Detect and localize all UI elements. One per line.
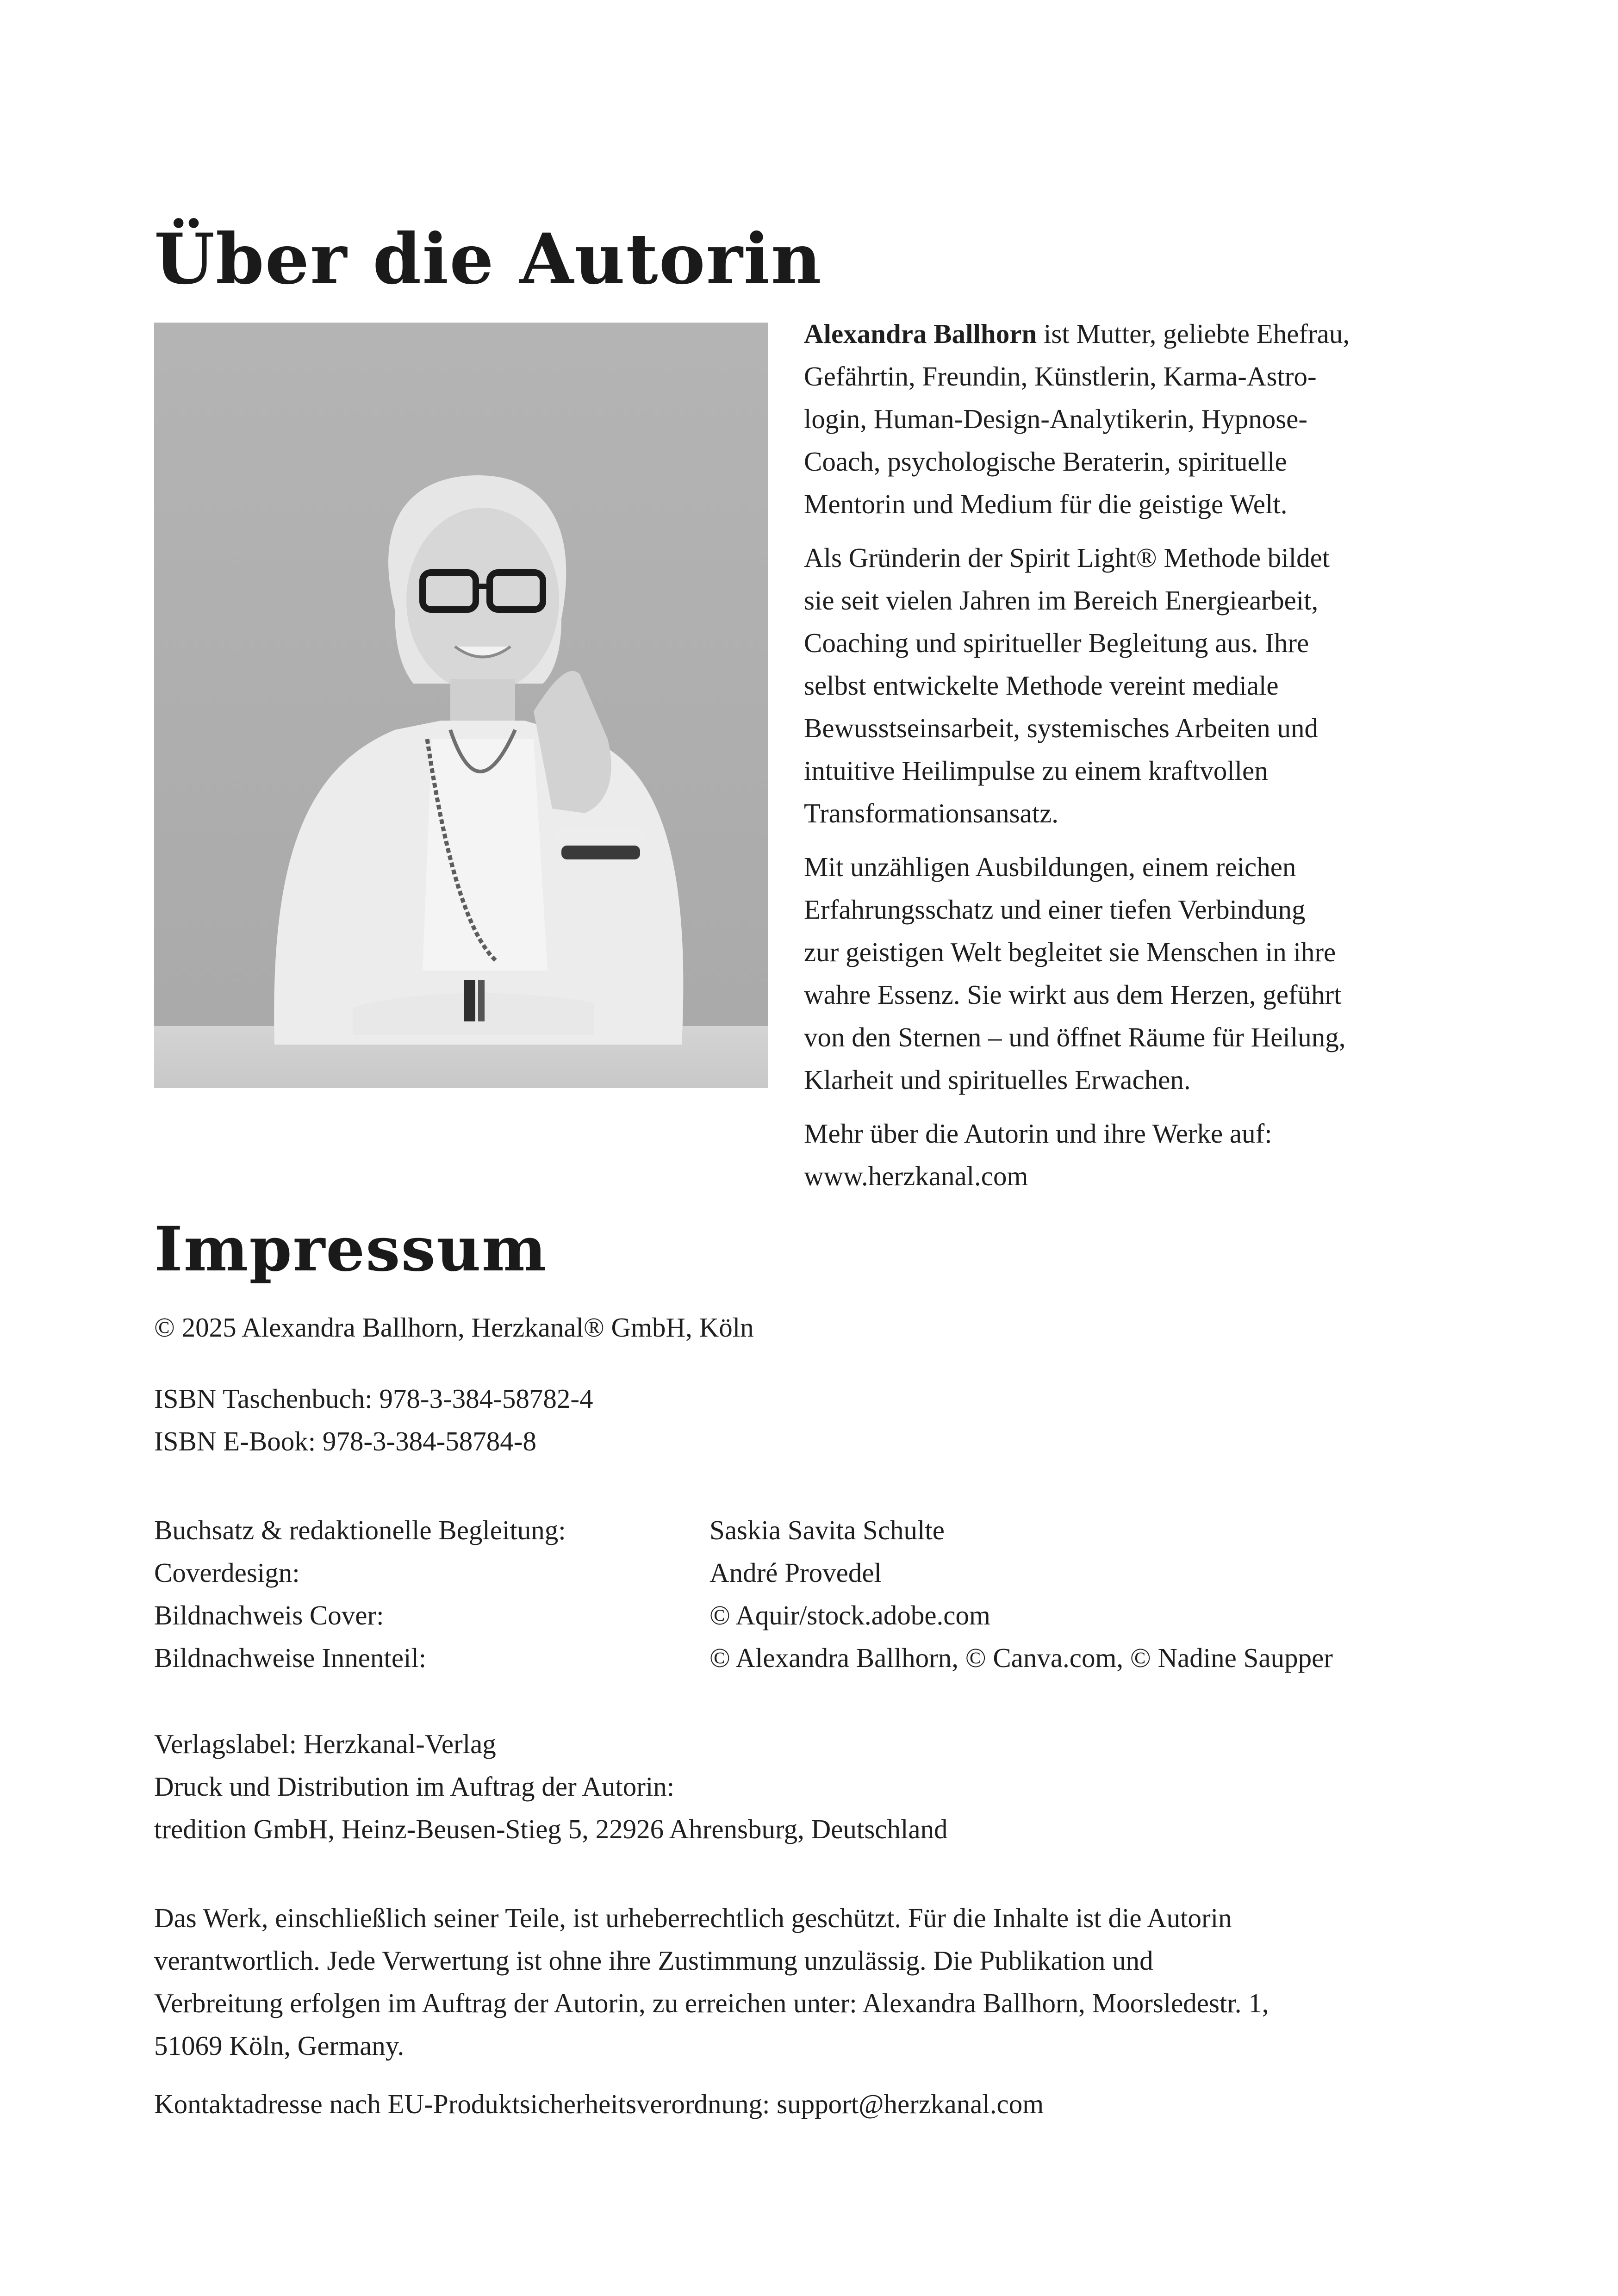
legal-notice: [154, 1897, 1543, 2067]
bio-line: Als Gründerin der Spirit Light® Methode bildet: [804, 542, 1330, 573]
credit-label: Coverdesign:: [154, 1557, 300, 1588]
bio-line: wahre Essenz. Sie wirkt aus dem Herzen, geführt: [804, 979, 1342, 1010]
publisher-line: Verlagslabel: Herzkanal-Verlag: [154, 1729, 496, 1759]
publisher-line: tredition GmbH, Heinz-Beusen-Stieg 5, 22926 Ahrensburg, Deutschland: [154, 1814, 948, 1844]
bio-line: Transformationsansatz.: [804, 798, 1059, 828]
legal-line: Verbreitung erfolgen im Auftrag der Autorin, zu erreichen unter: Alexandra Ballhorn, Moorsledestr. 1,: [154, 1988, 1269, 2018]
author-photo: [154, 323, 768, 1088]
about-heading: Über die Autorin: [154, 218, 822, 300]
bio-line: von den Sternen – und öffnet Räume für Heilung,: [804, 1022, 1346, 1052]
contact-line: Kontaktadresse nach EU-Produktsicherheitsverordnung: support@herzkanal.com: [154, 2089, 1044, 2119]
isbn-block: [154, 1377, 1543, 1462]
author-name: Alexandra Ballhorn: [804, 318, 1037, 349]
author-portrait-image: [154, 323, 768, 1088]
credit-value: André Provedel: [709, 1557, 882, 1588]
credits-table: [154, 1509, 1450, 1679]
bio-paragraph-4: [804, 1112, 1452, 1197]
impressum-heading: Impressum: [154, 1213, 548, 1285]
bio-line: Coach, psychologische Beraterin, spirituelle: [804, 446, 1287, 477]
credit-value: © Aquir/stock.adobe.com: [709, 1600, 990, 1630]
bio-line: sie seit vielen Jahren im Bereich Energiearbeit,: [804, 585, 1319, 616]
bio-line: Coaching und spiritueller Begleitung aus. Ihre: [804, 628, 1309, 658]
bio-line: Klarheit und spirituelles Erwachen.: [804, 1064, 1191, 1095]
bio-line: Mit unzähligen Ausbildungen, einem reichen: [804, 852, 1296, 882]
bio-line: Mentorin und Medium für die geistige Welt.: [804, 489, 1288, 519]
credit-value: © Alexandra Ballhorn, © Canva.com, © Nadine Saupper: [709, 1643, 1333, 1673]
bio-line: Alexandra Ballhorn ist Mutter, geliebte Ehefrau,: [804, 318, 1350, 349]
bio-line: login, Human-Design-Analytikerin, Hypnose-: [804, 404, 1308, 434]
bio-line: zur geistigen Welt begleitet sie Menschen in ihre: [804, 937, 1336, 967]
publisher-line: Druck und Distribution im Auftrag der Autorin:: [154, 1771, 675, 1802]
credit-label: Buchsatz & redaktionelle Begleitung:: [154, 1515, 566, 1545]
credit-row: [154, 1509, 1450, 1551]
isbn-ebook: ISBN E-Book: 978-3-384-58784-8: [154, 1426, 536, 1456]
bio-paragraph-3: [804, 846, 1452, 1101]
bio-line: intuitive Heilimpulse zu einem kraftvollen: [804, 755, 1268, 786]
legal-line: verantwortlich. Jede Verwertung ist ohne ihre Zustimmung unzulässig. Die Publikation und: [154, 1945, 1153, 1976]
credit-label: Bildnachweis Cover:: [154, 1600, 384, 1630]
copyright-line: © 2025 Alexandra Ballhorn, Herzkanal® GmbH, Köln: [154, 1312, 754, 1343]
isbn-paperback: ISBN Taschenbuch: 978-3-384-58782-4: [154, 1383, 593, 1414]
bio-paragraph-1: [804, 312, 1452, 525]
bio-line: Erfahrungsschatz und einer tiefen Verbindung: [804, 894, 1306, 925]
credit-row: [154, 1551, 1450, 1594]
author-bio: [804, 312, 1452, 1208]
credit-row: [154, 1594, 1450, 1636]
legal-line: Das Werk, einschließlich seiner Teile, ist urheberrechtlich geschützt. Für die Inhalte ist die Autorin: [154, 1903, 1232, 1933]
bio-line: Gefährtin, Freundin, Künstlerin, Karma-Astro-: [804, 361, 1317, 392]
credit-row: [154, 1636, 1450, 1679]
bio-line: Bewusstseinsarbeit, systemisches Arbeiten und: [804, 713, 1319, 743]
bio-paragraph-2: [804, 536, 1452, 834]
credit-label: Bildnachweise Innenteil:: [154, 1643, 427, 1673]
legal-line: 51069 Köln, Germany.: [154, 2030, 404, 2061]
publisher-block: [154, 1723, 1543, 1850]
bio-line: selbst entwickelte Methode vereint mediale: [804, 670, 1279, 701]
website-link[interactable]: www.herzkanal.com: [804, 1161, 1028, 1191]
credit-value: Saskia Savita Schulte: [709, 1515, 945, 1545]
bio-line: Mehr über die Autorin und ihre Werke auf:: [804, 1118, 1272, 1149]
